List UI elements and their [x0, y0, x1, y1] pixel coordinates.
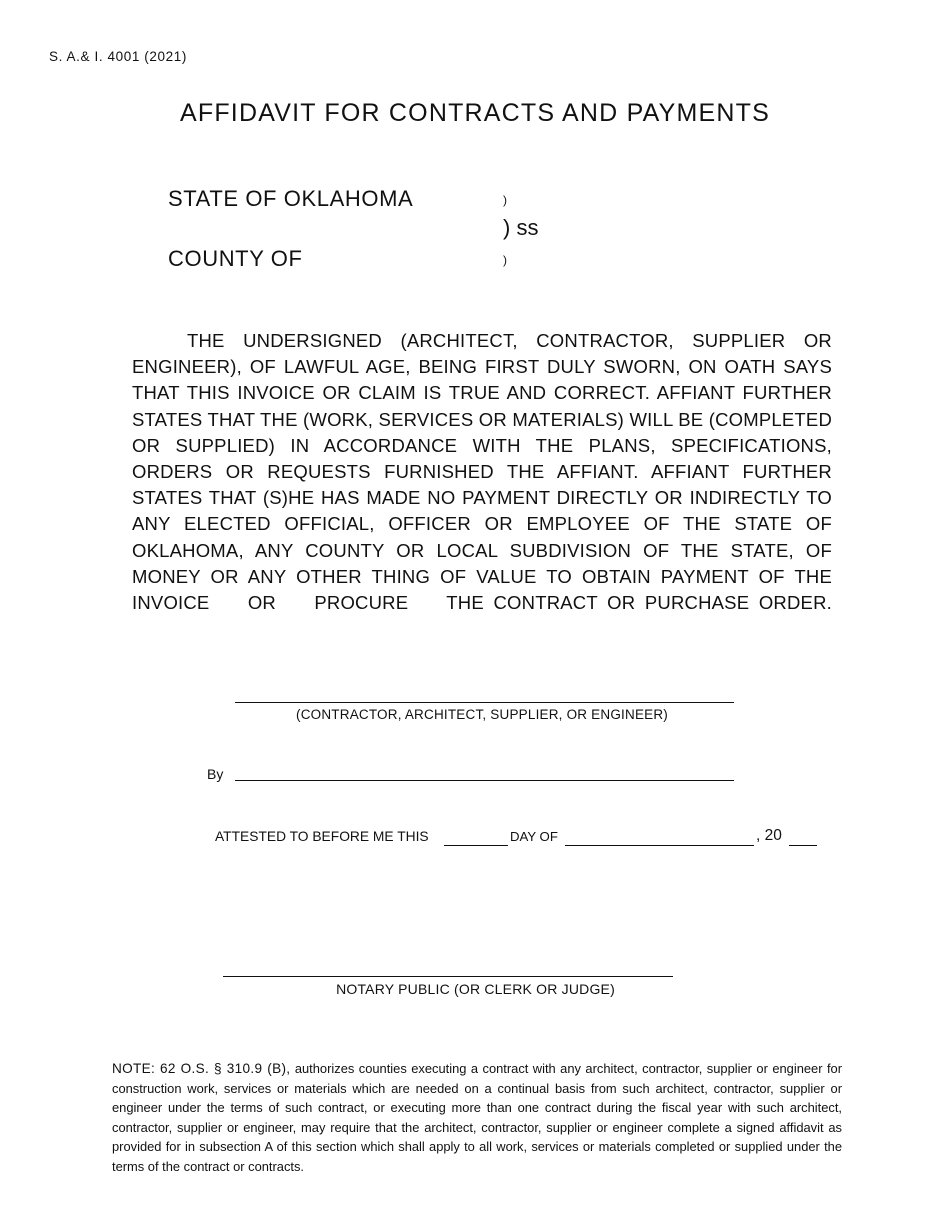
note-lead: NOTE: 62 O.S. § 310.9 (B),: [112, 1061, 291, 1076]
venue-paren-bottom: ): [503, 253, 507, 267]
day-of-label: DAY OF: [510, 829, 558, 844]
venue-state: STATE OF OKLAHOMA: [168, 186, 414, 211]
venue-county: COUNTY OF: [168, 246, 303, 271]
attest-day-line[interactable]: [444, 845, 508, 846]
attest-month-line[interactable]: [565, 845, 754, 846]
year-prefix: , 20: [756, 827, 782, 844]
notary-signature-line[interactable]: [223, 976, 673, 977]
venue-ss: ) ss: [503, 215, 539, 240]
attested-label: ATTESTED TO BEFORE ME THIS: [215, 829, 429, 844]
affidavit-statement-main: THE UNDERSIGNED (ARCHITECT, CONTRACTOR, SUPPLIER OR ENGINEER), OF LAWFUL AGE, BEING FIRST DULY SWORN, ON OATH SAYS THAT THIS INVOICE OR CLAIM IS TRUE AND CORRECT. AFFIANT FURTHER STATES THAT THE (WORK, SERVICES OR MATERIALS) WILL BE (COMPLETED OR SUPPLIED) IN ACCORDANCE WITH THE PLANS, SPECIFICATIONS, ORDERS OR REQUESTS FURNISHED THE AFFIANT. AFFIANT FURTHER STATES THAT (S)HE HAS MADE NO PAYMENT DIRECTLY OR INDIRECTLY TO ANY ELECTED OFFICIAL, OFFICER OR EMPLOYEE OF THE STATE OF OKLAHOMA, ANY COUNTY OR LOCAL SUBDIVISION OF THE STATE, OF MONEY OR ANY OTHER THING OF VALUE TO OBTAIN PAYMENT OF THE: [132, 330, 832, 587]
affidavit-statement: [132, 328, 832, 616]
page-title: AFFIDAVIT FOR CONTRACTS AND PAYMENTS: [179, 99, 770, 127]
affidavit-statement-last-line: INVOICE OR PROCURE THE CONTRACT OR PURCHASE ORDER.: [132, 592, 832, 614]
contractor-signature-caption: (CONTRACTOR, ARCHITECT, SUPPLIER, OR ENGINEER): [296, 707, 668, 722]
notary-caption: NOTARY PUBLIC (OR CLERK OR JUDGE): [336, 981, 615, 997]
note-text: authorizes counties executing a contract with any architect, contractor, supplier or engineer for construction work, services or materials which are needed on a continual basis from such architect, contractor, supplier or engineer under the terms of such contract, or executing more than one contract during the fiscal year with such architect, contractor, supplier or engineer, may require that the architect, contractor, supplier or engineer complete a signed affidavit as provided for in subsection A of this section which shall apply to all work, services or materials completed or supplied under the terms of the contract or contracts.: [112, 1061, 842, 1174]
contractor-signature-line[interactable]: [235, 702, 734, 703]
by-signature-line[interactable]: [235, 780, 734, 781]
venue-paren-top: ): [503, 193, 507, 207]
attest-year-line[interactable]: [789, 845, 817, 846]
statutory-note: [112, 1059, 842, 1177]
by-label: By: [207, 766, 224, 782]
form-number: S. A.& I. 4001 (2021): [49, 49, 187, 64]
